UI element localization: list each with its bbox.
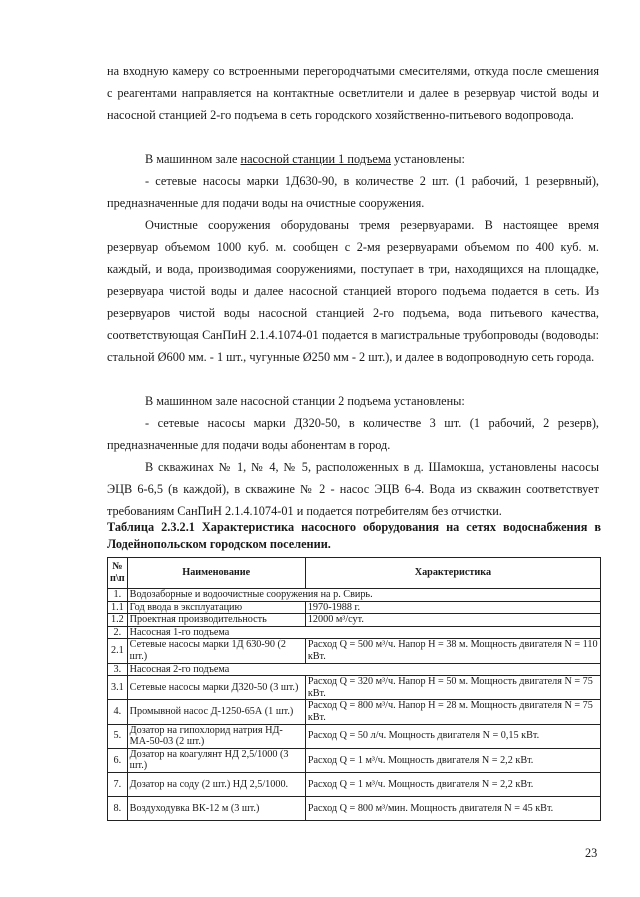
table-row: 3.1 Сетевые насосы марки Д320-50 (3 шт.) Расход Q = 320 м³/ч. Напор Н = 50 м. Мощность двигателя N = 75 кВт.	[108, 676, 601, 700]
table-row: 3. Насосная 2-го подъема	[108, 663, 601, 676]
header-characteristic: Характеристика	[305, 558, 600, 589]
paragraph-station1-pumps: - сетевые насосы марки 1Д630-90, в количестве 2 шт. (1 рабочий, 1 резервный), предназначенные для подачи воды на очистные сооружения.	[107, 174, 599, 210]
header-number: № п\п	[108, 558, 128, 589]
header-name: Наименование	[127, 558, 305, 589]
table-caption: Таблица 2.3.2.1 Характеристика насосного оборудования на сетях водоснабжения в Лодейнопольском городском поселении.	[107, 520, 601, 551]
paragraph-station1-heading: В машинном зале насосной станции 1 подъема установлены:	[145, 152, 465, 166]
underlined-station1: насосной станции 1 подъема	[240, 152, 391, 166]
table-row: 2. Насосная 1-го подъема	[108, 626, 601, 639]
table-row: 4. Промывной насос Д-1250-65А (1 шт.) Расход Q = 800 м³/ч. Напор Н = 28 м. Мощность двигателя N = 75 кВт.	[108, 700, 601, 724]
table-row: 2.1 Сетевые насосы марки 1Д 630-90 (2 шт.) Расход Q = 500 м³/ч. Напор Н = 38 м. Мощность двигателя N = 110 кВт.	[108, 639, 601, 663]
table-row: 1.1 Год ввода в эксплуатацию 1970-1988 г.	[108, 601, 601, 614]
equipment-table	[107, 557, 601, 821]
table-row: 7. Дозатор на соду (2 шт.) НД 2,5/1000. Расход Q = 1 м³/ч. Мощность двигателя N = 2,2 кВт.	[108, 772, 601, 796]
paragraph-station2-heading: В машинном зале насосной станции 2 подъема установлены:	[145, 394, 465, 408]
paragraph-station2-pumps: - сетевые насосы марки Д320-50, в количестве 3 шт. (1 рабочий, 2 резерв), предназначенные для подачи воды абонентам в город.	[107, 416, 599, 452]
paragraph-intake: на входную камеру со встроенными перегородчатыми смесителями, откуда после смешения с реагентами направляется на контактные осветлители и далее в резервуар чистой воды и насосной станцией 2-го подъема в сеть городского хозяйственно-питьевого водопровода.	[107, 64, 599, 122]
paragraph-wells: В скважинах № 1, № 4, № 5, расположенных в д. Шамокша, установлены насосы ЭЦВ 6-6,5 (в каждой), в скважине № 2 - насос ЭЦВ 6-4. Вода из скважин соответствует требованиям СанПиН 2.1.4.1074-01 и подается потребителям без отчистки.	[107, 460, 599, 518]
table-row: 8. Воздуходувка ВК-12 м (3 шт.) Расход Q = 800 м³/мин. Мощность двигателя N = 45 кВт.	[108, 796, 601, 820]
page-number: 23	[585, 846, 598, 860]
table-row: 6. Дозатор на коагулянт НД 2,5/1000 (3 шт.) Расход Q = 1 м³/ч. Мощность двигателя N = 2,2 кВт.	[108, 748, 601, 772]
table-row: 1.2 Проектная производительность 12000 м³/сут.	[108, 614, 601, 627]
table-header-row	[108, 558, 601, 589]
paragraph-treatment: Очистные сооружения оборудованы тремя резервуарами. В настоящее время резервуар объемом 1000 куб. м. сообщен с 2-мя резервуарами объемом по 400 куб. м. каждый, и вода, производимая сооружениями, поступает в три, находящихся на площадке, резервуара чистой воды и далее насосной станцией второго подъема подается в сеть. Из резервуаров чистой воды насосной станцией 2-го подъема, вода питьевого качества, соответствующая СанПиН 2.1.4.1074-01 подается в магистральные трубопроводы (водоводы: стальной Ø600 мм. - 1 шт., чугунные Ø250 мм - 2 шт.), и далее в водопроводную сеть города.	[107, 218, 599, 364]
table-row: 1. Водозаборные и водоочистные сооружения на р. Свирь.	[108, 589, 601, 602]
table-row: 5. Дозатор на гипохлорид натрия НД-МА-50-03 (2 шт.) Расход Q = 50 л/ч. Мощность двигателя N = 0,15 кВт.	[108, 724, 601, 748]
